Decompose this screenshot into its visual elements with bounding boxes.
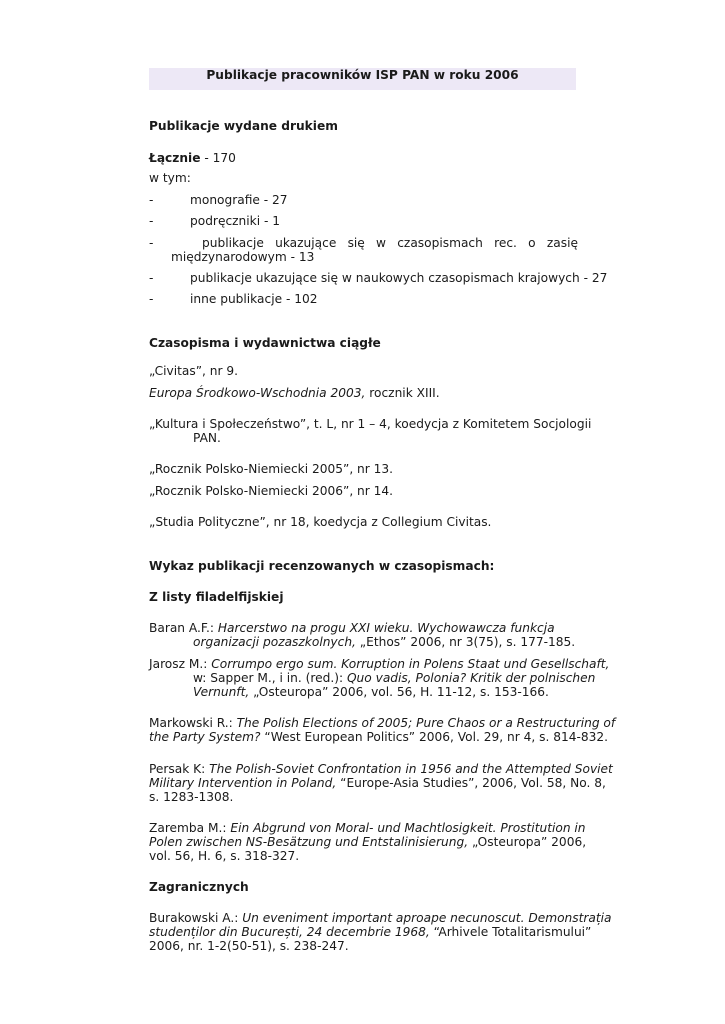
journal-europa-rest: rocznik XIII.: [365, 386, 440, 400]
word: publikacje: [202, 236, 264, 250]
entry-author: Persak K:: [149, 762, 210, 776]
entry-author: Burakowski A.:: [149, 911, 243, 925]
section-heading-philadelphia: Z listy filadelfijskiej: [149, 590, 284, 604]
page-title: [149, 68, 576, 90]
journal-europa: [149, 386, 440, 401]
entry-markowski-line2: [149, 730, 608, 745]
list-item-monografie: monografie - 27: [190, 193, 288, 207]
list-item-publikacje-intl-cont: międzynarodowym - 13: [171, 250, 315, 264]
list-dash: -: [149, 193, 154, 207]
section-heading-journals: Czasopisma i wydawnictwa ciągłe: [149, 336, 381, 350]
entry-rest: „Ethos” 2006, nr 3(75), s. 177-185.: [355, 635, 576, 649]
wtym-label: w tym:: [149, 171, 191, 185]
total-label: Łącznie: [149, 151, 201, 165]
entry-title: Polen zwischen NS-Besätzung und Entstalinisierung,: [149, 835, 469, 849]
entry-zaremba-line1: [149, 821, 586, 836]
journal-civitas: „Civitas”, nr 9.: [149, 364, 239, 378]
entry-jarosz-line3: [193, 685, 549, 700]
entry-zaremba-line3: vol. 56, H. 6, s. 318-327.: [149, 849, 300, 863]
list-item-publikacje-intl: [202, 236, 578, 251]
entry-burakowski-line2: [149, 925, 591, 940]
list-dash: -: [149, 292, 154, 306]
word: czasopismach: [397, 236, 483, 250]
entry-title: The Polish Elections of 2005; Pure Chaos or a Restructuring of: [236, 716, 616, 730]
entry-persak-line1: [149, 762, 613, 777]
entry-rest: “West European Politics” 2006, Vol. 29, nr 4, s. 814-832.: [260, 730, 609, 744]
journal-kultura-line2: PAN.: [193, 431, 221, 445]
word: rec.: [494, 236, 517, 250]
entry-rest: “Arhivele Totalitarismului”: [429, 925, 592, 939]
total-value: - 170: [200, 151, 236, 165]
entry-burakowski-line3: 2006, nr. 1-2(50-51), s. 238-247.: [149, 939, 349, 953]
entry-title: Corrumpo ergo sum. Korruption in Polens Staat und Gesellschaft,: [211, 657, 610, 671]
entry-title: Military Intervention in Poland,: [149, 776, 337, 790]
entry-burakowski-line1: [149, 911, 612, 926]
entry-rest: “Europe-Asia Studies”, 2006, Vol. 58, No. 8,: [336, 776, 606, 790]
entry-title: Ein Abgrund von Moral- und Machtlosigkeit. Prostitution in: [230, 821, 586, 835]
entry-author: Baran A.F.:: [149, 621, 218, 635]
entry-zaremba-line2: [149, 835, 586, 850]
section-heading-foreign: Zagranicznych: [149, 880, 249, 894]
word: zasię: [546, 236, 578, 250]
entry-title: organizacji pozaszkolnych,: [193, 635, 356, 649]
entry-baran-line2: [193, 635, 575, 650]
list-dash: -: [149, 271, 154, 285]
entry-title: the Party System?: [149, 730, 261, 744]
journal-rocznik-2005: „Rocznik Polsko-Niemiecki 2005”, nr 13.: [149, 462, 394, 476]
entry-author: Jarosz M.:: [149, 657, 212, 671]
journal-kultura-line1: „Kultura i Społeczeństwo”, t. L, nr 1 – 4, koedycja z Komitetem Socjologii: [149, 417, 592, 431]
section-heading-print: Publikacje wydane drukiem: [149, 119, 338, 133]
entry-title: Quo vadis, Polonia? Kritik der polnischen: [346, 671, 596, 685]
entry-rest: w: Sapper M., i in. (red.):: [193, 671, 347, 685]
entry-jarosz-line1: [149, 657, 609, 672]
word: w: [376, 236, 386, 250]
entry-title: Harcerstwo na progu XXI wieku. Wychowawcza funkcja: [217, 621, 555, 635]
journal-studia: „Studia Polityczne”, nr 18, koedycja z Collegium Civitas.: [149, 515, 492, 529]
entry-title: Vernunft,: [193, 685, 250, 699]
journal-europa-title: Europa Środkowo-Wschodnia 2003,: [149, 386, 366, 400]
word: się: [347, 236, 365, 250]
entry-rest: „Osteuropa” 2006, vol. 56, H. 11-12, s. 153-166.: [249, 685, 549, 699]
entry-baran-line1: [149, 621, 555, 636]
list-item-publikacje-krajowe: publikacje ukazujące się w naukowych czasopismach krajowych - 27: [190, 271, 608, 285]
entry-author: Markowski R.:: [149, 716, 237, 730]
list-item-podreczniki: podręczniki - 1: [190, 214, 280, 228]
section-heading-reviewed: Wykaz publikacji recenzowanych w czasopismach:: [149, 559, 495, 573]
list-dash: -: [149, 236, 154, 250]
journal-rocznik-2006: „Rocznik Polsko-Niemiecki 2006”, nr 14.: [149, 484, 394, 498]
total-line: [149, 151, 236, 166]
entry-title: studenților din București, 24 decembrie 1968,: [149, 925, 430, 939]
entry-author: Zaremba M.:: [149, 821, 231, 835]
entry-title: Un eveniment important aproape necunoscut. Demonstrația: [242, 911, 612, 925]
entry-title: The Polish-Soviet Confrontation in 1956 and the Attempted Soviet: [209, 762, 613, 776]
word: o: [528, 236, 536, 250]
word: ukazujące: [275, 236, 337, 250]
entry-markowski-line1: [149, 716, 615, 731]
list-dash: -: [149, 214, 154, 228]
entry-rest: „Osteuropa” 2006,: [468, 835, 587, 849]
entry-persak-line2: [149, 776, 606, 791]
page-title-text: Publikacje pracowników ISP PAN w roku 2006: [206, 68, 519, 82]
entry-jarosz-line2: [193, 671, 595, 686]
entry-persak-line3: s. 1283-1308.: [149, 790, 234, 804]
list-item-inne: inne publikacje - 102: [190, 292, 318, 306]
